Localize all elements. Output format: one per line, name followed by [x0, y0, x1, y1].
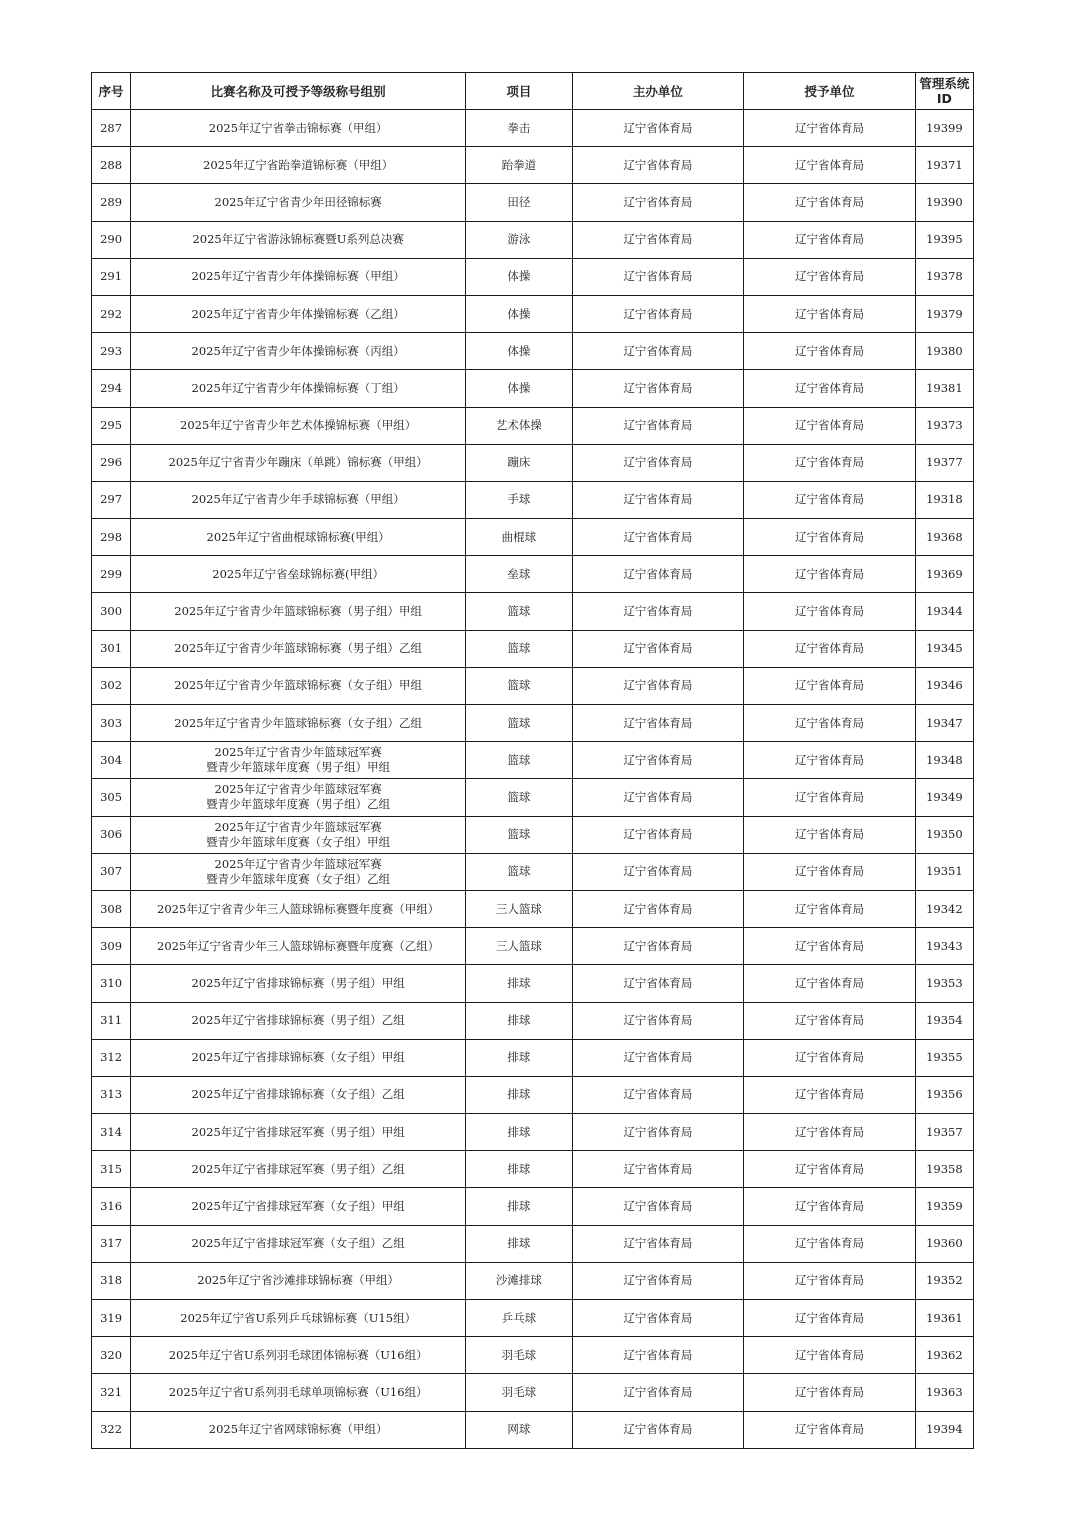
cell-id: 19347: [915, 705, 973, 742]
cell-name: 2025年辽宁省游泳锦标赛暨U系列总决赛: [131, 221, 466, 258]
cell-item: 篮球: [466, 816, 572, 853]
cell-host: 辽宁省体育局: [572, 258, 744, 295]
cell-no: 297: [92, 481, 131, 518]
cell-item: 篮球: [466, 779, 572, 816]
cell-host: 辽宁省体育局: [572, 1114, 744, 1151]
cell-id: 19379: [915, 295, 973, 332]
cell-host: 辽宁省体育局: [572, 816, 744, 853]
cell-no: 301: [92, 630, 131, 667]
cell-name: 2025年辽宁省排球锦标赛（男子组）甲组: [131, 965, 466, 1002]
cell-grant: 辽宁省体育局: [744, 258, 916, 295]
cell-name: 2025年辽宁省沙滩排球锦标赛（甲组）: [131, 1262, 466, 1299]
cell-name: 2025年辽宁省排球锦标赛（女子组）甲组: [131, 1039, 466, 1076]
cell-item: 篮球: [466, 853, 572, 890]
table-row: [92, 184, 974, 221]
table-row: [92, 1300, 974, 1337]
cell-grant: 辽宁省体育局: [744, 1262, 916, 1299]
cell-item: 羽毛球: [466, 1337, 572, 1374]
table-row: [92, 853, 974, 890]
header-row: [92, 73, 974, 110]
cell-no: 309: [92, 928, 131, 965]
cell-item: 篮球: [466, 705, 572, 742]
cell-name: 2025年辽宁省排球冠军赛（女子组）甲组: [131, 1188, 466, 1225]
cell-host: 辽宁省体育局: [572, 742, 744, 779]
cell-no: 311: [92, 1002, 131, 1039]
cell-grant: 辽宁省体育局: [744, 1151, 916, 1188]
cell-name: 2025年辽宁省青少年篮球锦标赛（女子组）甲组: [131, 667, 466, 704]
cell-grant: 辽宁省体育局: [744, 407, 916, 444]
cell-item: 羽毛球: [466, 1374, 572, 1411]
cell-item: 三人篮球: [466, 928, 572, 965]
header-id: 管理系统 ID: [915, 73, 973, 110]
cell-name: 2025年辽宁省跆拳道锦标赛（甲组）: [131, 147, 466, 184]
cell-name: 2025年辽宁省青少年体操锦标赛（乙组）: [131, 295, 466, 332]
cell-no: 298: [92, 519, 131, 556]
cell-name: 2025年辽宁省青少年体操锦标赛（丙组）: [131, 333, 466, 370]
cell-grant: 辽宁省体育局: [744, 1374, 916, 1411]
table-row: [92, 705, 974, 742]
cell-grant: 辽宁省体育局: [744, 593, 916, 630]
cell-name: 2025年辽宁省青少年篮球冠军赛 暨青少年篮球年度赛（女子组）乙组: [131, 853, 466, 890]
cell-grant: 辽宁省体育局: [744, 370, 916, 407]
cell-host: 辽宁省体育局: [572, 928, 744, 965]
cell-host: 辽宁省体育局: [572, 667, 744, 704]
cell-id: 19350: [915, 816, 973, 853]
cell-grant: 辽宁省体育局: [744, 779, 916, 816]
cell-no: 305: [92, 779, 131, 816]
cell-id: 19344: [915, 593, 973, 630]
cell-host: 辽宁省体育局: [572, 444, 744, 481]
cell-id: 19390: [915, 184, 973, 221]
cell-host: 辽宁省体育局: [572, 333, 744, 370]
cell-host: 辽宁省体育局: [572, 1411, 744, 1448]
table-row: [92, 630, 974, 667]
cell-id: 19369: [915, 556, 973, 593]
cell-host: 辽宁省体育局: [572, 407, 744, 444]
cell-id: 19371: [915, 147, 973, 184]
cell-name: 2025年辽宁省垒球锦标赛(甲组）: [131, 556, 466, 593]
cell-name: 2025年辽宁省排球锦标赛（女子组）乙组: [131, 1076, 466, 1113]
cell-id: 19381: [915, 370, 973, 407]
cell-host: 辽宁省体育局: [572, 965, 744, 1002]
cell-no: 288: [92, 147, 131, 184]
cell-grant: 辽宁省体育局: [744, 1076, 916, 1113]
cell-item: 艺术体操: [466, 407, 572, 444]
cell-id: 19377: [915, 444, 973, 481]
cell-no: 289: [92, 184, 131, 221]
cell-id: 19395: [915, 221, 973, 258]
cell-no: 316: [92, 1188, 131, 1225]
cell-host: 辽宁省体育局: [572, 705, 744, 742]
cell-name: 2025年辽宁省青少年田径锦标赛: [131, 184, 466, 221]
cell-item: 排球: [466, 1225, 572, 1262]
cell-item: 拳击: [466, 110, 572, 147]
table-row: [92, 779, 974, 816]
cell-host: 辽宁省体育局: [572, 1002, 744, 1039]
cell-host: 辽宁省体育局: [572, 1039, 744, 1076]
cell-no: 295: [92, 407, 131, 444]
header-name: 比赛名称及可授予等级称号组别: [131, 73, 466, 110]
cell-item: 乒乓球: [466, 1300, 572, 1337]
table-header: [92, 73, 974, 110]
cell-id: 19378: [915, 258, 973, 295]
table-row: [92, 147, 974, 184]
cell-id: 19356: [915, 1076, 973, 1113]
cell-no: 321: [92, 1374, 131, 1411]
cell-grant: 辽宁省体育局: [744, 444, 916, 481]
cell-no: 296: [92, 444, 131, 481]
cell-item: 沙滩排球: [466, 1262, 572, 1299]
table-row: [92, 667, 974, 704]
cell-name: 2025年辽宁省网球锦标赛（甲组）: [131, 1411, 466, 1448]
cell-no: 306: [92, 816, 131, 853]
cell-id: 19368: [915, 519, 973, 556]
table-row: [92, 742, 974, 779]
cell-item: 体操: [466, 295, 572, 332]
cell-item: 排球: [466, 1114, 572, 1151]
cell-item: 排球: [466, 965, 572, 1002]
cell-host: 辽宁省体育局: [572, 1188, 744, 1225]
cell-grant: 辽宁省体育局: [744, 556, 916, 593]
cell-no: 302: [92, 667, 131, 704]
cell-no: 314: [92, 1114, 131, 1151]
cell-grant: 辽宁省体育局: [744, 630, 916, 667]
table-row: [92, 1411, 974, 1448]
cell-grant: 辽宁省体育局: [744, 1002, 916, 1039]
cell-name: 2025年辽宁省青少年篮球冠军赛 暨青少年篮球年度赛（男子组）甲组: [131, 742, 466, 779]
cell-id: 19359: [915, 1188, 973, 1225]
cell-item: 体操: [466, 258, 572, 295]
cell-host: 辽宁省体育局: [572, 1076, 744, 1113]
cell-grant: 辽宁省体育局: [744, 1337, 916, 1374]
cell-no: 320: [92, 1337, 131, 1374]
cell-host: 辽宁省体育局: [572, 221, 744, 258]
cell-host: 辽宁省体育局: [572, 370, 744, 407]
cell-grant: 辽宁省体育局: [744, 1225, 916, 1262]
cell-host: 辽宁省体育局: [572, 519, 744, 556]
table-row: [92, 928, 974, 965]
table-row: [92, 1225, 974, 1262]
cell-item: 篮球: [466, 667, 572, 704]
cell-host: 辽宁省体育局: [572, 1300, 744, 1337]
cell-host: 辽宁省体育局: [572, 779, 744, 816]
cell-host: 辽宁省体育局: [572, 630, 744, 667]
cell-grant: 辽宁省体育局: [744, 147, 916, 184]
cell-grant: 辽宁省体育局: [744, 110, 916, 147]
cell-name: 2025年辽宁省排球冠军赛（男子组）甲组: [131, 1114, 466, 1151]
header-grant: 授予单位: [744, 73, 916, 110]
cell-id: 19343: [915, 928, 973, 965]
table-row: [92, 1114, 974, 1151]
cell-item: 排球: [466, 1002, 572, 1039]
table-row: [92, 965, 974, 1002]
cell-no: 304: [92, 742, 131, 779]
cell-item: 排球: [466, 1151, 572, 1188]
table-row: [92, 816, 974, 853]
cell-id: 19399: [915, 110, 973, 147]
table-row: [92, 890, 974, 927]
cell-name: 2025年辽宁省青少年三人篮球锦标赛暨年度赛（乙组）: [131, 928, 466, 965]
cell-id: 19357: [915, 1114, 973, 1151]
table-row: [92, 1002, 974, 1039]
table-row: [92, 1039, 974, 1076]
cell-id: 19355: [915, 1039, 973, 1076]
cell-name: 2025年辽宁省青少年篮球锦标赛（男子组）甲组: [131, 593, 466, 630]
cell-item: 排球: [466, 1076, 572, 1113]
table-row: [92, 333, 974, 370]
cell-id: 19380: [915, 333, 973, 370]
cell-no: 303: [92, 705, 131, 742]
cell-item: 手球: [466, 481, 572, 518]
table-row: [92, 1151, 974, 1188]
cell-no: 292: [92, 295, 131, 332]
table-body: [92, 110, 974, 1449]
cell-grant: 辽宁省体育局: [744, 742, 916, 779]
cell-name: 2025年辽宁省青少年体操锦标赛（丁组）: [131, 370, 466, 407]
cell-host: 辽宁省体育局: [572, 1262, 744, 1299]
cell-no: 308: [92, 890, 131, 927]
cell-id: 19352: [915, 1262, 973, 1299]
cell-name: 2025年辽宁省青少年篮球锦标赛（男子组）乙组: [131, 630, 466, 667]
cell-grant: 辽宁省体育局: [744, 184, 916, 221]
cell-id: 19349: [915, 779, 973, 816]
cell-item: 网球: [466, 1411, 572, 1448]
cell-host: 辽宁省体育局: [572, 184, 744, 221]
cell-grant: 辽宁省体育局: [744, 667, 916, 704]
cell-id: 19345: [915, 630, 973, 667]
cell-host: 辽宁省体育局: [572, 593, 744, 630]
cell-no: 307: [92, 853, 131, 890]
cell-no: 313: [92, 1076, 131, 1113]
cell-grant: 辽宁省体育局: [744, 890, 916, 927]
cell-grant: 辽宁省体育局: [744, 1411, 916, 1448]
table-row: [92, 221, 974, 258]
cell-host: 辽宁省体育局: [572, 853, 744, 890]
cell-name: 2025年辽宁省青少年手球锦标赛（甲组）: [131, 481, 466, 518]
table-row: [92, 556, 974, 593]
cell-host: 辽宁省体育局: [572, 1374, 744, 1411]
cell-name: 2025年辽宁省青少年篮球冠军赛 暨青少年篮球年度赛（女子组）甲组: [131, 816, 466, 853]
table-row: [92, 1337, 974, 1374]
table-row: [92, 1076, 974, 1113]
cell-name: 2025年辽宁省拳击锦标赛（甲组）: [131, 110, 466, 147]
cell-id: 19351: [915, 853, 973, 890]
cell-host: 辽宁省体育局: [572, 481, 744, 518]
competition-table: [91, 72, 974, 1449]
cell-id: 19353: [915, 965, 973, 1002]
cell-grant: 辽宁省体育局: [744, 1188, 916, 1225]
cell-no: 310: [92, 965, 131, 1002]
cell-grant: 辽宁省体育局: [744, 965, 916, 1002]
cell-id: 19394: [915, 1411, 973, 1448]
cell-no: 322: [92, 1411, 131, 1448]
cell-name: 2025年辽宁省青少年艺术体操锦标赛（甲组）: [131, 407, 466, 444]
cell-name: 2025年辽宁省青少年蹦床（单跳）锦标赛（甲组）: [131, 444, 466, 481]
cell-name: 2025年辽宁省排球锦标赛（男子组）乙组: [131, 1002, 466, 1039]
table-row: [92, 519, 974, 556]
cell-name: 2025年辽宁省U系列乒乓球锦标赛（U15组）: [131, 1300, 466, 1337]
cell-item: 曲棍球: [466, 519, 572, 556]
cell-id: 19373: [915, 407, 973, 444]
cell-host: 辽宁省体育局: [572, 890, 744, 927]
cell-item: 体操: [466, 333, 572, 370]
cell-no: 318: [92, 1262, 131, 1299]
cell-item: 垒球: [466, 556, 572, 593]
cell-item: 田径: [466, 184, 572, 221]
cell-name: 2025年辽宁省青少年三人篮球锦标赛暨年度赛（甲组）: [131, 890, 466, 927]
cell-grant: 辽宁省体育局: [744, 1039, 916, 1076]
header-item: 项目: [466, 73, 572, 110]
cell-host: 辽宁省体育局: [572, 110, 744, 147]
cell-id: 19363: [915, 1374, 973, 1411]
cell-no: 294: [92, 370, 131, 407]
cell-name: 2025年辽宁省曲棍球锦标赛(甲组）: [131, 519, 466, 556]
table-row: [92, 1262, 974, 1299]
cell-item: 游泳: [466, 221, 572, 258]
cell-id: 19342: [915, 890, 973, 927]
cell-item: 篮球: [466, 630, 572, 667]
table-row: [92, 1374, 974, 1411]
cell-id: 19354: [915, 1002, 973, 1039]
cell-grant: 辽宁省体育局: [744, 1300, 916, 1337]
cell-item: 三人篮球: [466, 890, 572, 927]
table-row: [92, 370, 974, 407]
cell-host: 辽宁省体育局: [572, 1337, 744, 1374]
cell-host: 辽宁省体育局: [572, 147, 744, 184]
cell-item: 蹦床: [466, 444, 572, 481]
cell-id: 19358: [915, 1151, 973, 1188]
cell-grant: 辽宁省体育局: [744, 519, 916, 556]
cell-id: 19361: [915, 1300, 973, 1337]
cell-no: 300: [92, 593, 131, 630]
cell-no: 290: [92, 221, 131, 258]
cell-no: 293: [92, 333, 131, 370]
cell-item: 篮球: [466, 742, 572, 779]
cell-item: 跆拳道: [466, 147, 572, 184]
cell-grant: 辽宁省体育局: [744, 481, 916, 518]
cell-item: 排球: [466, 1039, 572, 1076]
table-row: [92, 444, 974, 481]
cell-name: 2025年辽宁省U系列羽毛球单项锦标赛（U16组）: [131, 1374, 466, 1411]
cell-host: 辽宁省体育局: [572, 1225, 744, 1262]
cell-grant: 辽宁省体育局: [744, 928, 916, 965]
table-row: [92, 258, 974, 295]
cell-no: 312: [92, 1039, 131, 1076]
cell-id: 19346: [915, 667, 973, 704]
cell-no: 317: [92, 1225, 131, 1262]
cell-no: 291: [92, 258, 131, 295]
table-row: [92, 295, 974, 332]
header-no: 序号: [92, 73, 131, 110]
cell-grant: 辽宁省体育局: [744, 221, 916, 258]
cell-name: 2025年辽宁省排球冠军赛（女子组）乙组: [131, 1225, 466, 1262]
table-row: [92, 593, 974, 630]
cell-item: 排球: [466, 1188, 572, 1225]
cell-item: 体操: [466, 370, 572, 407]
table-row: [92, 481, 974, 518]
cell-no: 319: [92, 1300, 131, 1337]
table-row: [92, 110, 974, 147]
cell-host: 辽宁省体育局: [572, 295, 744, 332]
cell-grant: 辽宁省体育局: [744, 295, 916, 332]
cell-grant: 辽宁省体育局: [744, 333, 916, 370]
cell-id: 19360: [915, 1225, 973, 1262]
cell-host: 辽宁省体育局: [572, 1151, 744, 1188]
cell-name: 2025年辽宁省青少年篮球锦标赛（女子组）乙组: [131, 705, 466, 742]
cell-name: 2025年辽宁省排球冠军赛（男子组）乙组: [131, 1151, 466, 1188]
table-row: [92, 1188, 974, 1225]
table-row: [92, 407, 974, 444]
cell-name: 2025年辽宁省U系列羽毛球团体锦标赛（U16组）: [131, 1337, 466, 1374]
cell-grant: 辽宁省体育局: [744, 816, 916, 853]
cell-id: 19318: [915, 481, 973, 518]
cell-id: 19348: [915, 742, 973, 779]
cell-no: 299: [92, 556, 131, 593]
cell-name: 2025年辽宁省青少年篮球冠军赛 暨青少年篮球年度赛（男子组）乙组: [131, 779, 466, 816]
cell-id: 19362: [915, 1337, 973, 1374]
cell-grant: 辽宁省体育局: [744, 705, 916, 742]
cell-no: 287: [92, 110, 131, 147]
cell-grant: 辽宁省体育局: [744, 853, 916, 890]
cell-name: 2025年辽宁省青少年体操锦标赛（甲组）: [131, 258, 466, 295]
cell-item: 篮球: [466, 593, 572, 630]
header-host: 主办单位: [572, 73, 744, 110]
cell-host: 辽宁省体育局: [572, 556, 744, 593]
cell-grant: 辽宁省体育局: [744, 1114, 916, 1151]
cell-no: 315: [92, 1151, 131, 1188]
